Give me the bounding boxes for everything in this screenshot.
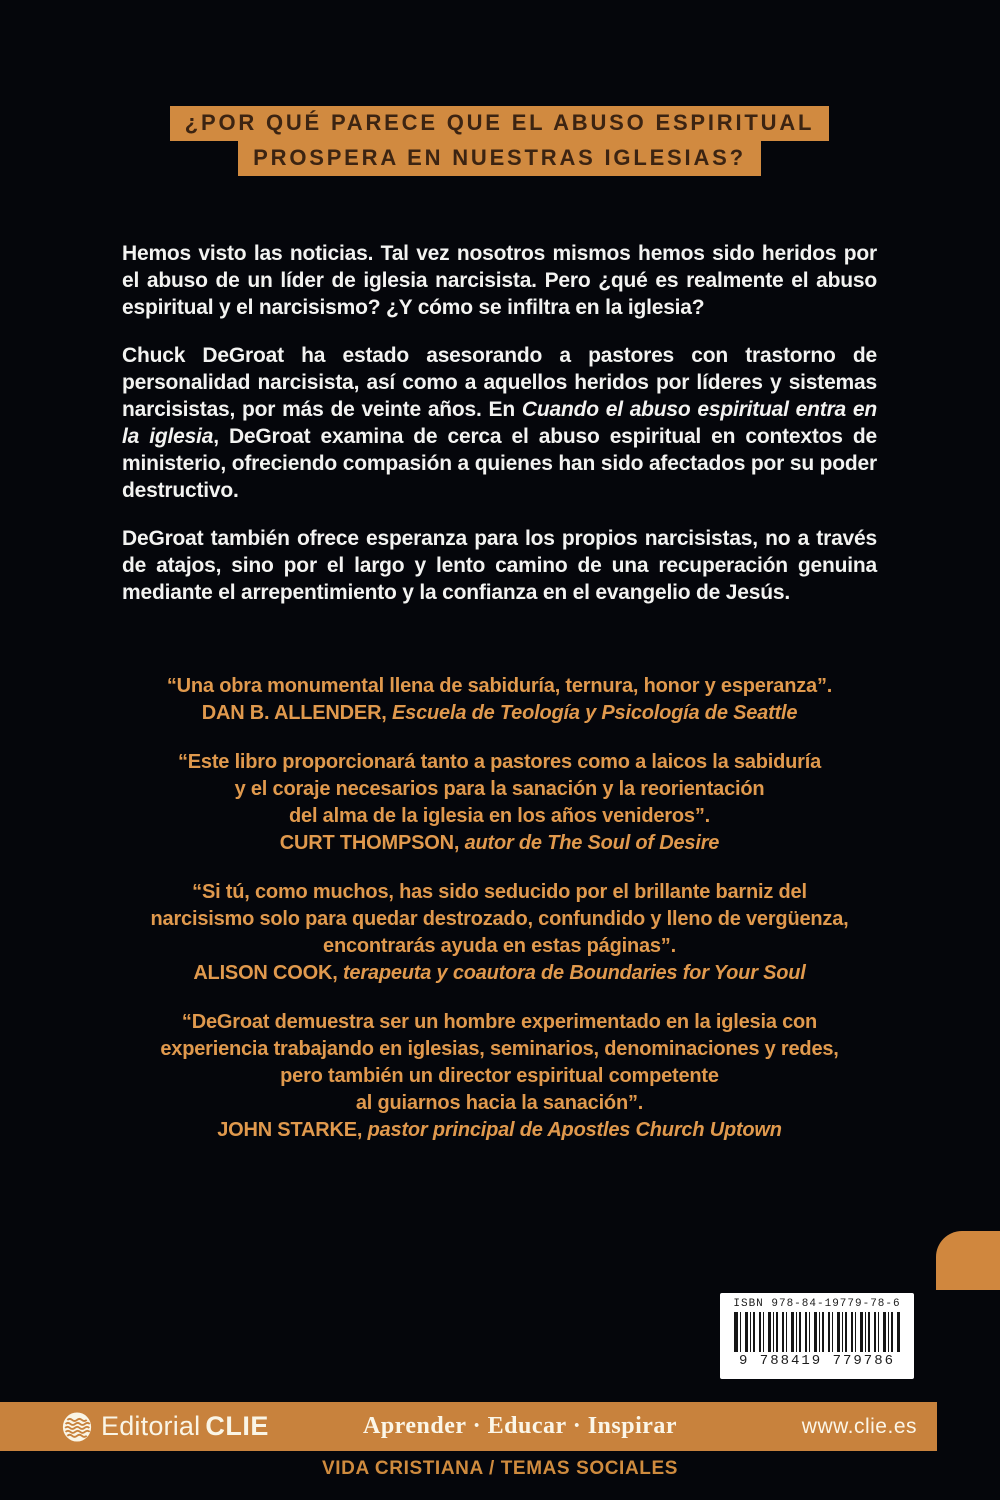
quote-line: al guiarnos hacia la sanación”. (355, 1092, 644, 1115)
orange-corner-tab (936, 1231, 1000, 1290)
headline-banner (122, 106, 877, 176)
quote-author-name: CURT THOMPSON, (279, 832, 460, 855)
quote-line: “Este libro proporcionará tanto a pastores como a laicos la sabiduría (177, 751, 822, 774)
quote-attribution (122, 960, 877, 987)
quote-attribution (122, 830, 877, 857)
quote-starke (122, 1009, 877, 1144)
quote-author-role: autor de The Soul of Desire (464, 832, 720, 855)
quote-author-role: terapeuta y coautora de Boundaries for Your Soul (342, 962, 806, 985)
quote-line: narcisismo solo para quedar destrozado, confundido y lleno de vergüenza, (150, 908, 849, 931)
publisher-brand (62, 1402, 269, 1451)
barcode-digits: 9 788419 779786 (738, 1353, 896, 1369)
quote-line: “Una obra monumental llena de sabiduría, ternura, honor y esperanza”. (166, 675, 833, 698)
publisher-footer-bar (0, 1402, 937, 1451)
quote-author-name: JOHN STARKE, (217, 1119, 363, 1142)
quote-line: y el coraje necesarios para la sanación y la reorientación (234, 778, 765, 801)
publisher-tagline: Aprender · Educar · Inspirar (363, 1413, 678, 1439)
quote-attribution (122, 700, 877, 727)
quote-attribution (122, 1117, 877, 1144)
book-category: VIDA CRISTIANA / TEMAS SOCIALES (321, 1458, 679, 1479)
paragraph-2-pre: Chuck DeGroat ha estado asesorando a pastores con trastorno de personalidad narcisista, así como a aquellos heridos por líderes y sistemas narcisistas, por más de veinte años. En (122, 344, 877, 422)
quote-allender (122, 673, 877, 727)
publisher-website-url: www.clie.es (801, 1414, 917, 1438)
quote-author-name: ALISON COOK, (193, 962, 338, 985)
paragraph-2-post: , DeGroat examina de cerca el abuso espiritual en contextos de ministerio, ofreciendo compasión a quienes han sido afectados por su poder destructivo. (122, 425, 877, 503)
book-title-mention: Cuando el abuso espiritual entra en la iglesia (122, 398, 878, 449)
ean-barcode-icon (734, 1312, 900, 1352)
description-paragraph-3: DeGroat también ofrece esperanza para los propios narcisistas, no a través de atajos, sino por el largo y lento camino de una recuperación genuina mediante el arrepentimiento y la confianza en el evangelio de Jesús. (122, 527, 877, 605)
description-text (122, 240, 877, 606)
quote-author-role: Escuela de Teología y Psicología de Seattle (392, 702, 798, 725)
description-paragraph-2 (122, 342, 877, 504)
quote-line: “Si tú, como muchos, has sido seducido por el brillante barniz del (192, 881, 807, 904)
endorsement-quotes (122, 673, 877, 1144)
clie-globe-logo-icon (62, 1412, 92, 1442)
content-column (122, 106, 877, 1166)
publisher-wordmark-prefix: Editorial (101, 1411, 201, 1441)
quote-thompson (122, 749, 877, 857)
isbn-barcode-block (720, 1293, 914, 1379)
quote-line: pero también un director espiritual competente (280, 1065, 719, 1088)
quote-author-name: DAN B. ALLENDER, (201, 702, 387, 725)
isbn-label: ISBN 978-84-19779-78-6 (733, 1298, 901, 1310)
description-paragraph-1: Hemos visto las noticias. Tal vez nosotros mismos hemos sido heridos por el abuso de un líder de iglesia narcisista. Pero ¿qué es realmente el abuso espiritual y el narcisismo? ¿Y cómo se infiltra en la iglesia? (122, 242, 877, 320)
publisher-wordmark (101, 1413, 269, 1440)
quote-line: experiencia trabajando en iglesias, seminarios, denominaciones y redes, (160, 1038, 839, 1061)
headline-line-2: PROSPERA EN NUESTRAS IGLESIAS? (238, 141, 761, 176)
publisher-wordmark-name: CLIE (205, 1411, 269, 1441)
quote-line: “DeGroat demuestra ser un hombre experimentado en la iglesia con (181, 1011, 818, 1034)
quote-line: del alma de la iglesia en los años venideros”. (289, 805, 710, 828)
quote-cook (122, 879, 877, 987)
quote-author-role: pastor principal de Apostles Church Uptown (367, 1119, 782, 1142)
headline-line-1: ¿POR QUÉ PARECE QUE EL ABUSO ESPIRITUAL (170, 106, 830, 141)
quote-line: encontrarás ayuda en estas páginas”. (323, 935, 676, 958)
